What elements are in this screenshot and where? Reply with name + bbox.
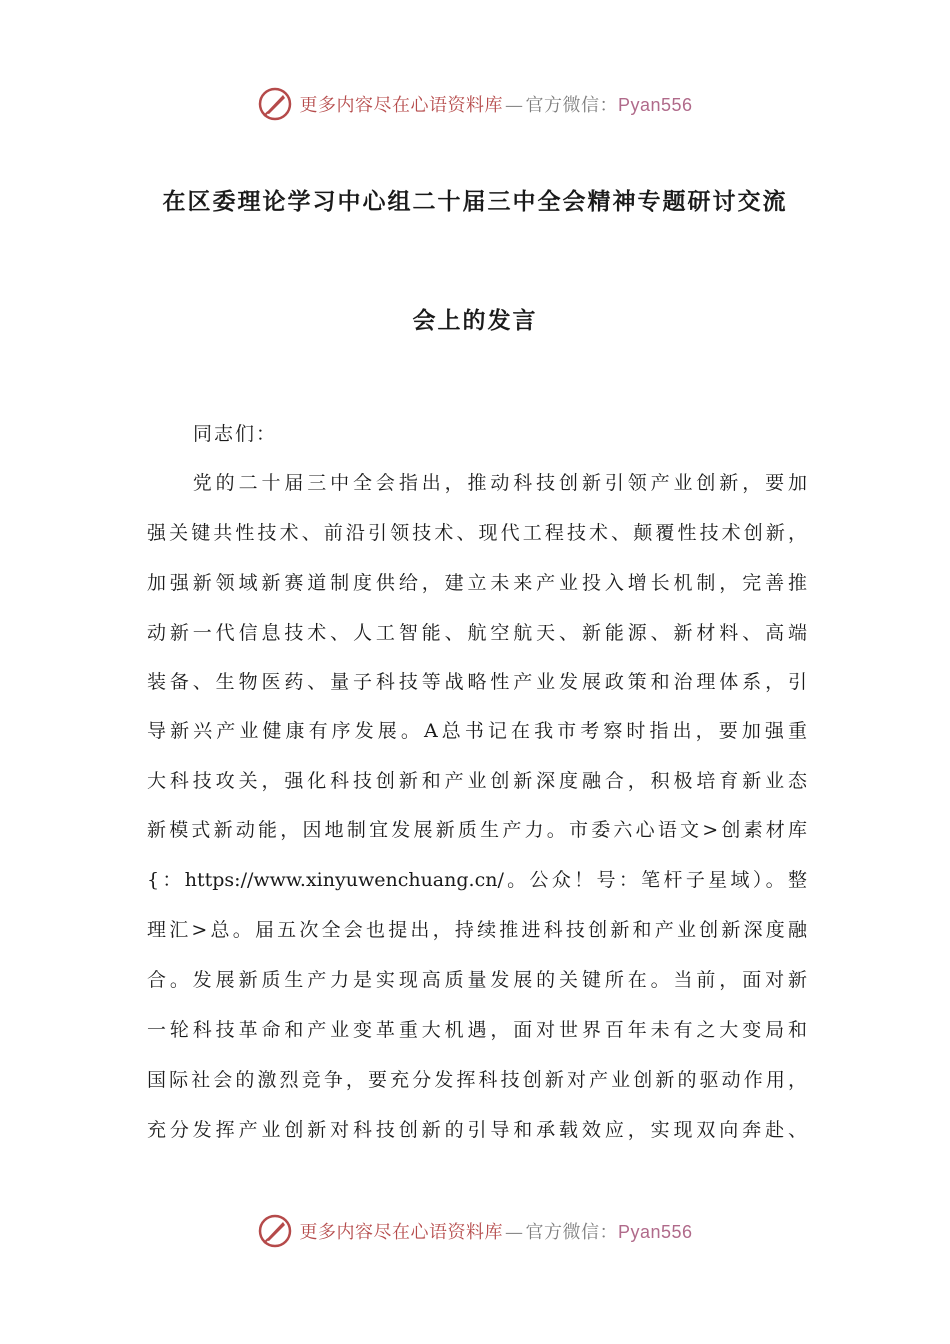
banner-separator: — (504, 1222, 524, 1243)
body-line: 装备、生物医药、量子科技等战略性产业发展政策和治理体系，引 (147, 671, 807, 693)
quill-logo-icon (257, 1213, 293, 1249)
body-line: 合。发展新质生产力是实现高质量发展的关键所在。当前，面对新 (147, 969, 807, 991)
header-banner (0, 84, 950, 124)
banner-main-text: 更多内容尽在心语资料库 (299, 1222, 503, 1243)
body-line: 一轮科技革命和产业变革重大机遇，面对世界百年未有之大变局和 (147, 1019, 807, 1041)
document-title-line-2: 会上的发言 (412, 307, 538, 334)
body-line: 理汇>总。届五次全会也提出，持续推进科技创新和产业创新深度融 (147, 919, 807, 941)
banner-separator: — (504, 95, 524, 116)
banner-text (299, 1218, 692, 1244)
body-line: 大科技攻关，强化科技创新和产业创新深度融合，积极培育新业态 (147, 770, 807, 792)
body-line: 国际社会的激烈竞争，要充分发挥科技创新对产业创新的驱动作用， (147, 1069, 807, 1091)
footer-banner (0, 1211, 950, 1251)
body-line: 党的二十届三中全会指出，推动科技创新引领产业创新，要加 (147, 472, 807, 494)
banner-label: 官方微信： (525, 95, 618, 116)
salutation: 同志们： (193, 423, 278, 445)
body-line: 加强新领域新赛道制度供给，建立未来产业投入增长机制，完善推 (147, 572, 807, 594)
body-line: 新模式新动能，因地制宜发展新质生产力。市委六心语文>创素材库 (147, 819, 807, 841)
body-line: 强关键共性技术、前沿引领技术、现代工程技术、颠覆性技术创新， (147, 522, 807, 544)
body-line: 导新兴产业健康有序发展。A总书记在我市考察时指出，要加强重 (147, 720, 807, 742)
banner-text (299, 91, 692, 117)
banner-main-text: 更多内容尽在心语资料库 (299, 95, 503, 116)
banner-label: 官方微信： (525, 1222, 618, 1243)
quill-logo-icon (257, 86, 293, 122)
document-title-line-1: 在区委理论学习中心组二十届三中全会精神专题研讨交流 (162, 188, 788, 215)
body-line: 充分发挥产业创新对科技创新的引导和承载效应，实现双向奔赴、 (147, 1119, 807, 1141)
body-line: {：https://www.xinyuwenchuang.cn/。公众！号：笔杆子星域）。整 (147, 869, 807, 891)
body-line: 动新一代信息技术、人工智能、航空航天、新能源、新材料、高端 (147, 622, 807, 644)
banner-wechat-id: Pyan556 (617, 1222, 693, 1242)
banner-wechat-id: Pyan556 (617, 95, 693, 115)
